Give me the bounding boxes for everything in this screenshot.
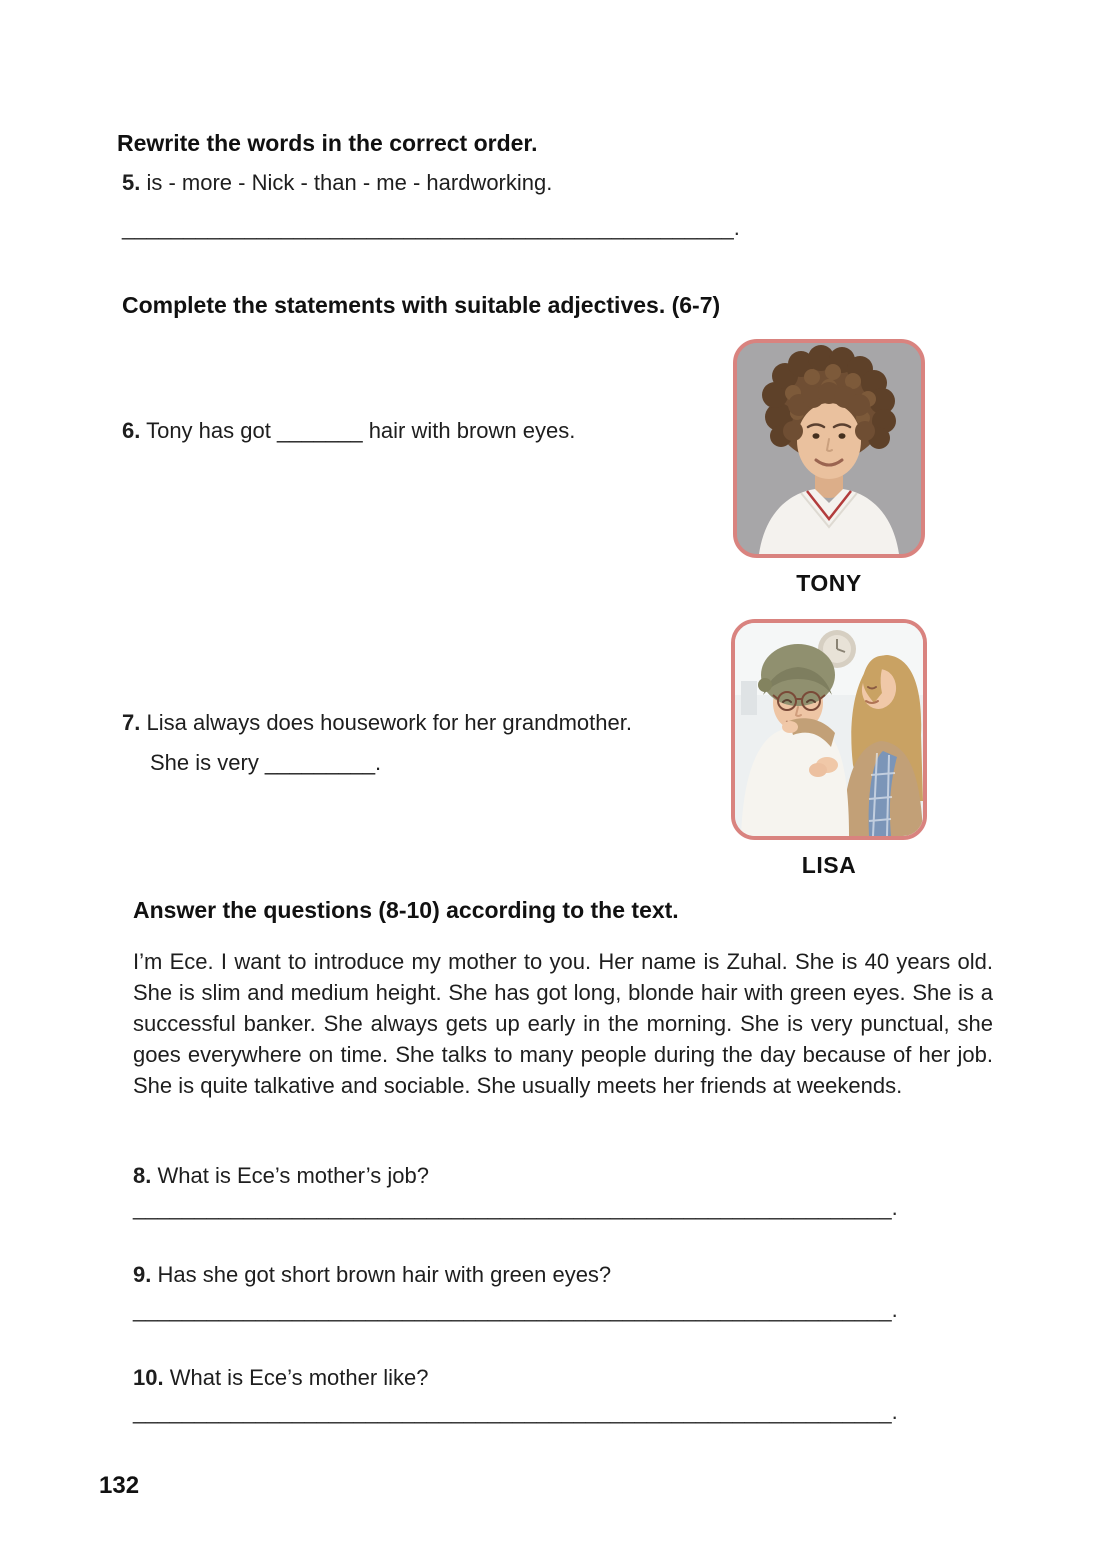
reading-passage: I’m Ece. I want to introduce my mother to you. Her name is Zuhal. She is 40 years old. She is slim and medium height. She has got long, blonde hair with green eyes. She is a successful banker. She always gets up early in the morning. She is very punctual, she goes everywhere on time. She talks to many people during the day because of her job. She is quite talkative and sociable. She usually meets her friends at weekends. [133,949,993,1098]
answer-blank-8: ______________________________________________________________. [133,1195,898,1220]
complete-section-heading: Complete the statements with suitable adjectives. (6-7) [122,292,721,318]
question-10 [133,1365,429,1391]
answer-blank-9: ______________________________________________________________. [133,1297,898,1322]
answer-blank-5: __________________________________________________. [122,215,740,240]
question-8-text: What is Ece’s mother’s job? [157,1163,429,1188]
answer-section-heading: Answer the questions (8-10) according to the text. [133,897,679,923]
question-7-line2: She is very _________. [150,750,382,775]
question-6 [122,418,575,444]
tony-photo-illustration [737,343,921,554]
question-5 [122,170,552,196]
answer-blank-10: ______________________________________________________________. [133,1399,898,1424]
question-7-text: Lisa always does housework for her grandmother. [146,710,632,735]
question-9 [133,1262,611,1288]
tony-photo [733,339,925,597]
question-6-text: Tony has got _______ hair with brown eyes. [146,418,576,443]
question-8-number: 8. [133,1163,152,1188]
question-10-number: 10. [133,1365,164,1390]
question-5-text: is - more - Nick - than - me - hardworking. [146,170,553,195]
question-7-line1 [122,710,632,736]
question-9-number: 9. [133,1262,152,1287]
question-5-number: 5. [122,170,141,195]
question-9-text: Has she got short brown hair with green eyes? [157,1262,612,1287]
lisa-photo-illustration [735,623,923,836]
lisa-caption: LISA [801,852,857,878]
question-10-text: What is Ece’s mother like? [169,1365,429,1390]
question-6-number: 6. [122,418,141,443]
tony-caption: TONY [796,570,862,596]
question-8 [133,1163,429,1189]
page-number: 132 [99,1472,140,1499]
tony-photo-frame [733,339,925,558]
lisa-photo-frame [731,619,927,840]
rewrite-section-heading: Rewrite the words in the correct order. [117,130,538,156]
question-7-number: 7. [122,710,141,735]
lisa-photo [731,619,927,879]
